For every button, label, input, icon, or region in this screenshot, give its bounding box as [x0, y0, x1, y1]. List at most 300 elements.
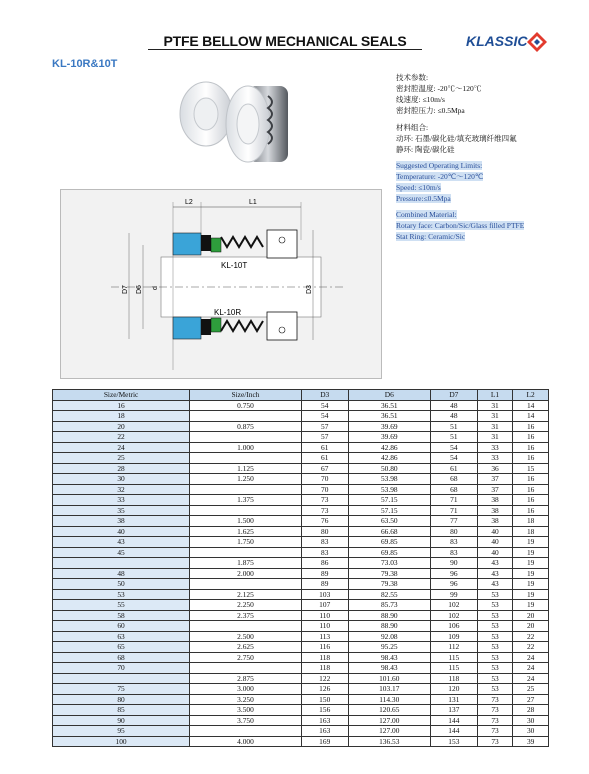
table-cell: 68 — [430, 484, 477, 495]
column-header: D7 — [430, 390, 477, 401]
table-row — [53, 705, 549, 716]
table-cell: 54 — [430, 442, 477, 453]
table-cell: 83 — [430, 547, 477, 558]
table-cell: 1.625 — [190, 526, 302, 537]
table-row — [53, 663, 549, 674]
dimension-table — [52, 389, 549, 747]
table-cell: 38 — [477, 495, 513, 506]
table-row — [53, 600, 549, 611]
table-cell: 92.08 — [348, 631, 430, 642]
table-cell: 2.375 — [190, 610, 302, 621]
table-row — [53, 589, 549, 600]
table-cell: 38 — [53, 516, 190, 527]
label-kl10t: KL-10T — [221, 261, 248, 270]
materials-cn-heading: 材料组合: — [396, 123, 429, 132]
table-cell: 73 — [301, 495, 348, 506]
table-cell: 30 — [513, 726, 549, 737]
table-cell: 19 — [513, 547, 549, 558]
table-cell: 55 — [53, 600, 190, 611]
table-cell: 48 — [430, 411, 477, 422]
table-row — [53, 537, 549, 548]
table-cell: 70 — [301, 484, 348, 495]
table-row — [53, 694, 549, 705]
table-row — [53, 673, 549, 684]
table-cell: 110 — [301, 610, 348, 621]
table-cell: 14 — [513, 411, 549, 422]
table-cell: 43 — [53, 537, 190, 548]
table-cell: 40 — [477, 537, 513, 548]
table-row — [53, 715, 549, 726]
table-header-row — [53, 390, 549, 401]
dim-d6: D6 — [136, 285, 143, 294]
table-cell: 40 — [53, 526, 190, 537]
table-cell: 54 — [301, 400, 348, 411]
table-cell: 102 — [430, 610, 477, 621]
table-cell: 38 — [477, 516, 513, 527]
table-cell: 127.00 — [348, 715, 430, 726]
table-cell: 68 — [53, 652, 190, 663]
table-cell — [190, 453, 302, 464]
table-cell: 76 — [301, 516, 348, 527]
table-cell: 163 — [301, 715, 348, 726]
table-cell: 40 — [477, 547, 513, 558]
table-cell: 107 — [301, 600, 348, 611]
table-cell: 16 — [513, 484, 549, 495]
table-cell: 98.43 — [348, 663, 430, 674]
table-cell: 1.000 — [190, 442, 302, 453]
table-cell: 73 — [477, 694, 513, 705]
table-cell: 69.85 — [348, 547, 430, 558]
table-row — [53, 442, 549, 453]
table-cell: 90 — [53, 715, 190, 726]
table-cell: 40 — [477, 526, 513, 537]
table-cell: 73 — [477, 726, 513, 737]
table-cell: 16 — [513, 474, 549, 485]
table-row — [53, 463, 549, 474]
table-cell: 100 — [53, 736, 190, 747]
table-cell: 131 — [430, 694, 477, 705]
table-cell: 19 — [513, 537, 549, 548]
table-cell: 51 — [430, 432, 477, 443]
column-header: Size/Inch — [190, 390, 302, 401]
table-row — [53, 684, 549, 695]
table-cell: 126 — [301, 684, 348, 695]
brand-name: KLASSIC — [466, 33, 528, 49]
materials-cn — [396, 122, 517, 155]
table-cell: 53 — [477, 663, 513, 674]
specs-en-line: Temperature: -20℃～120℃ — [396, 172, 484, 181]
table-cell: 1.875 — [190, 558, 302, 569]
specs-en-line: Speed: ≤10m/s — [396, 183, 441, 192]
table-cell: 73 — [301, 505, 348, 516]
table-cell: 30 — [53, 474, 190, 485]
column-header: L2 — [513, 390, 549, 401]
table-cell: 0.875 — [190, 421, 302, 432]
table-cell: 89 — [301, 579, 348, 590]
table-cell: 42.86 — [348, 453, 430, 464]
table-cell: 79.38 — [348, 568, 430, 579]
table-cell: 4.000 — [190, 736, 302, 747]
specs-en — [396, 160, 483, 204]
table-cell: 113 — [301, 631, 348, 642]
table-cell: 31 — [477, 421, 513, 432]
table-cell: 25 — [513, 684, 549, 695]
table-cell: 16 — [513, 453, 549, 464]
table-cell: 65 — [53, 642, 190, 653]
table-cell: 103.17 — [348, 684, 430, 695]
table-row — [53, 484, 549, 495]
table-cell: 1.375 — [190, 495, 302, 506]
table-cell: 101.60 — [348, 673, 430, 684]
table-cell: 58 — [53, 610, 190, 621]
table-cell: 60 — [53, 621, 190, 632]
table-cell: 22 — [513, 631, 549, 642]
table-cell: 24 — [513, 663, 549, 674]
column-header: D3 — [301, 390, 348, 401]
table-cell: 73.03 — [348, 558, 430, 569]
table-cell — [190, 726, 302, 737]
table-body — [53, 400, 549, 747]
table-cell: 19 — [513, 558, 549, 569]
table-cell: 57.15 — [348, 505, 430, 516]
table-cell: 112 — [430, 642, 477, 653]
table-cell: 71 — [430, 505, 477, 516]
table-cell: 33 — [477, 453, 513, 464]
table-cell: 120 — [430, 684, 477, 695]
table-cell: 150 — [301, 694, 348, 705]
table-cell: 85.73 — [348, 600, 430, 611]
table-cell: 53.98 — [348, 474, 430, 485]
table-cell: 67 — [301, 463, 348, 474]
table-cell: 83 — [430, 537, 477, 548]
table-cell: 61 — [301, 442, 348, 453]
table-row — [53, 568, 549, 579]
table-cell: 16 — [513, 421, 549, 432]
model-code: KL-10R&10T — [52, 58, 118, 70]
table-cell: 20 — [53, 421, 190, 432]
table-cell: 43 — [477, 558, 513, 569]
table-cell: 89 — [301, 568, 348, 579]
table-row — [53, 526, 549, 537]
table-cell: 83 — [301, 537, 348, 548]
table-cell: 35 — [53, 505, 190, 516]
table-cell: 2.500 — [190, 631, 302, 642]
table-cell: 68 — [430, 474, 477, 485]
table-cell: 73 — [477, 705, 513, 716]
table-cell: 20 — [513, 610, 549, 621]
table-cell: 24 — [513, 673, 549, 684]
table-cell: 42.86 — [348, 442, 430, 453]
table-cell: 16 — [513, 432, 549, 443]
table-cell: 33 — [53, 495, 190, 506]
table-cell: 122 — [301, 673, 348, 684]
table-cell: 1.125 — [190, 463, 302, 474]
table-cell: 118 — [430, 673, 477, 684]
table-cell: 54 — [430, 453, 477, 464]
table-cell: 66.68 — [348, 526, 430, 537]
table-row — [53, 610, 549, 621]
dim-d: d — [152, 286, 159, 290]
table-cell: 31 — [477, 411, 513, 422]
table-cell: 137 — [430, 705, 477, 716]
table-cell: 24 — [53, 442, 190, 453]
table-cell — [190, 505, 302, 516]
table-cell: 80 — [430, 526, 477, 537]
materials-en-heading: Combined Material: — [396, 210, 457, 219]
dim-d7: D7 — [122, 285, 129, 294]
table-row — [53, 621, 549, 632]
materials-en-line: Rotary face: Carbon/Sic/Glass filled PTFE — [396, 221, 525, 230]
table-row — [53, 505, 549, 516]
table-cell: 48 — [53, 568, 190, 579]
specs-en-heading: Suggested Operating Limits: — [396, 161, 483, 170]
table-cell: 36.51 — [348, 411, 430, 422]
table-row — [53, 726, 549, 737]
table-cell: 53 — [477, 652, 513, 663]
table-cell: 116 — [301, 642, 348, 653]
table-cell: 22 — [513, 642, 549, 653]
table-cell: 2.000 — [190, 568, 302, 579]
brand-logo-icon — [526, 31, 548, 53]
table-cell: 61 — [301, 453, 348, 464]
table-cell: 0.750 — [190, 400, 302, 411]
table-cell: 39.69 — [348, 421, 430, 432]
specs-cn-heading: 技术参数: — [396, 73, 429, 82]
table-cell: 106 — [430, 621, 477, 632]
table-cell: 45 — [53, 547, 190, 558]
specs-cn-line: 线速度: ≤10m/s — [396, 95, 445, 104]
table-cell: 2.250 — [190, 600, 302, 611]
table-cell: 83 — [301, 547, 348, 558]
table-cell: 16 — [513, 495, 549, 506]
table-cell: 36.51 — [348, 400, 430, 411]
table-cell: 96 — [430, 568, 477, 579]
table-cell: 24 — [513, 652, 549, 663]
table-cell: 80 — [301, 526, 348, 537]
table-cell: 31 — [477, 400, 513, 411]
table-cell: 53 — [477, 621, 513, 632]
table-cell: 54 — [301, 411, 348, 422]
table-cell: 31 — [477, 432, 513, 443]
table-cell: 30 — [513, 715, 549, 726]
table-cell: 37 — [477, 484, 513, 495]
table-cell: 98.43 — [348, 652, 430, 663]
table-cell: 53 — [477, 673, 513, 684]
materials-en — [396, 209, 524, 242]
specs-en-line: Pressure:≤0.5Mpa — [396, 194, 451, 203]
table-cell: 102 — [430, 600, 477, 611]
table-cell: 39.69 — [348, 432, 430, 443]
table-cell: 32 — [53, 484, 190, 495]
table-cell: 3.750 — [190, 715, 302, 726]
table-cell: 48 — [430, 400, 477, 411]
table-cell: 118 — [301, 663, 348, 674]
table-row — [53, 474, 549, 485]
dim-d3: D3 — [306, 285, 313, 294]
table-cell — [190, 579, 302, 590]
column-header: L1 — [477, 390, 513, 401]
table-cell: 103 — [301, 589, 348, 600]
table-cell: 37 — [477, 474, 513, 485]
page-title: PTFE BELLOW MECHANICAL SEALS — [163, 33, 407, 49]
table-cell: 53 — [477, 600, 513, 611]
table-cell: 110 — [301, 621, 348, 632]
table-cell: 3.250 — [190, 694, 302, 705]
table-cell: 3.000 — [190, 684, 302, 695]
table-cell: 82.55 — [348, 589, 430, 600]
table-cell — [190, 547, 302, 558]
table-cell: 57 — [301, 432, 348, 443]
column-header: D6 — [348, 390, 430, 401]
table-cell: 25 — [53, 453, 190, 464]
table-row — [53, 411, 549, 422]
table-cell: 163 — [301, 726, 348, 737]
product-photo — [168, 66, 314, 178]
table-cell: 118 — [301, 652, 348, 663]
table-cell: 16 — [513, 505, 549, 516]
table-cell: 88.90 — [348, 621, 430, 632]
table-cell: 14 — [513, 400, 549, 411]
dim-l2: L2 — [185, 199, 193, 206]
table-row — [53, 652, 549, 663]
table-cell: 39 — [513, 736, 549, 747]
technical-drawing — [60, 189, 382, 379]
table-cell: 115 — [430, 652, 477, 663]
table-cell: 127.00 — [348, 726, 430, 737]
table-row — [53, 558, 549, 569]
materials-en-line: Stat Ring: Ceramic/Sic — [396, 232, 466, 241]
table-row — [53, 400, 549, 411]
table-cell — [53, 673, 190, 684]
table-cell: 63 — [53, 631, 190, 642]
column-header: Size/Metric — [53, 390, 190, 401]
table-cell — [190, 411, 302, 422]
table-cell: 51 — [430, 421, 477, 432]
table-cell — [190, 663, 302, 674]
table-cell: 53.98 — [348, 484, 430, 495]
table-cell: 38 — [477, 505, 513, 516]
table-cell: 1.750 — [190, 537, 302, 548]
table-cell: 2.625 — [190, 642, 302, 653]
table-cell: 144 — [430, 726, 477, 737]
table-cell: 73 — [477, 736, 513, 747]
table-cell: 99 — [430, 589, 477, 600]
materials-cn-line: 静环: 陶瓷/碳化硅 — [396, 145, 455, 154]
table-row — [53, 642, 549, 653]
materials-cn-line: 动环: 石墨/碳化硅/填充玻璃纤维四氟 — [396, 134, 517, 143]
table-cell: 28 — [513, 705, 549, 716]
table-cell: 28 — [53, 463, 190, 474]
table-cell: 53 — [477, 684, 513, 695]
table-cell: 50.80 — [348, 463, 430, 474]
table-cell: 136.53 — [348, 736, 430, 747]
table-cell: 53 — [477, 610, 513, 621]
table-cell: 19 — [513, 579, 549, 590]
table-cell: 27 — [513, 694, 549, 705]
table-cell: 86 — [301, 558, 348, 569]
table-cell: 120.65 — [348, 705, 430, 716]
table-cell: 80 — [53, 694, 190, 705]
table-cell: 77 — [430, 516, 477, 527]
table-cell: 19 — [513, 568, 549, 579]
table-cell — [190, 432, 302, 443]
table-cell: 156 — [301, 705, 348, 716]
table-row — [53, 631, 549, 642]
table-cell: 71 — [430, 495, 477, 506]
table-cell: 18 — [513, 526, 549, 537]
table-row — [53, 432, 549, 443]
specs-cn — [396, 72, 481, 116]
table-cell: 1.500 — [190, 516, 302, 527]
table-cell: 50 — [53, 579, 190, 590]
table-cell: 1.250 — [190, 474, 302, 485]
table-row — [53, 453, 549, 464]
table-cell: 22 — [53, 432, 190, 443]
table-cell: 79.38 — [348, 579, 430, 590]
table-cell: 16 — [53, 400, 190, 411]
table-cell: 90 — [430, 558, 477, 569]
title-underline — [148, 49, 422, 50]
table-cell: 144 — [430, 715, 477, 726]
table-cell: 43 — [477, 568, 513, 579]
table-cell: 3.500 — [190, 705, 302, 716]
table-cell: 73 — [477, 715, 513, 726]
table-cell: 75 — [53, 684, 190, 695]
table-cell: 53 — [53, 589, 190, 600]
table-cell: 70 — [301, 474, 348, 485]
table-cell: 96 — [430, 579, 477, 590]
table-cell: 63.50 — [348, 516, 430, 527]
table-cell: 16 — [513, 442, 549, 453]
table-cell: 70 — [53, 663, 190, 674]
table-cell: 61 — [430, 463, 477, 474]
table-cell: 115 — [430, 663, 477, 674]
table-cell: 2.125 — [190, 589, 302, 600]
table-row — [53, 547, 549, 558]
table-cell — [53, 558, 190, 569]
table-cell: 15 — [513, 463, 549, 474]
table-row — [53, 579, 549, 590]
table-cell: 53 — [477, 589, 513, 600]
table-row — [53, 736, 549, 747]
table-cell — [190, 484, 302, 495]
table-cell: 153 — [430, 736, 477, 747]
table-cell: 53 — [477, 642, 513, 653]
table-cell: 19 — [513, 600, 549, 611]
table-cell: 57.15 — [348, 495, 430, 506]
table-cell: 20 — [513, 621, 549, 632]
table-cell: 18 — [53, 411, 190, 422]
table-cell: 53 — [477, 631, 513, 642]
specs-cn-line: 密封腔温度: -20℃～120℃ — [396, 84, 482, 93]
table-cell: 19 — [513, 589, 549, 600]
table-cell: 109 — [430, 631, 477, 642]
table-cell: 2.750 — [190, 652, 302, 663]
table-cell: 33 — [477, 442, 513, 453]
table-cell: 36 — [477, 463, 513, 474]
table-cell — [190, 621, 302, 632]
table-cell: 95 — [53, 726, 190, 737]
table-cell: 57 — [301, 421, 348, 432]
table-cell: 43 — [477, 579, 513, 590]
table-cell: 169 — [301, 736, 348, 747]
table-cell: 114.30 — [348, 694, 430, 705]
table-row — [53, 516, 549, 527]
table-cell: 2.875 — [190, 673, 302, 684]
table-cell: 69.85 — [348, 537, 430, 548]
label-kl10r: KL-10R — [214, 308, 242, 317]
table-cell: 85 — [53, 705, 190, 716]
